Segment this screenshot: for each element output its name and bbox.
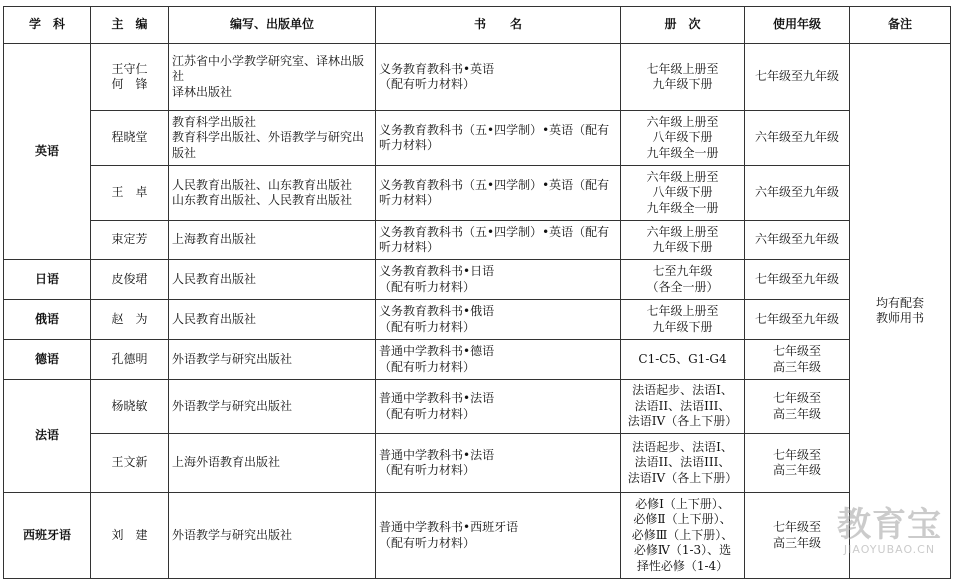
table-row: [4, 340, 951, 380]
editor-cell: 杨晓敏: [91, 380, 169, 434]
publisher-cell: 教育科学出版社 教育科学出版社、外语教学与研究出版社: [169, 111, 376, 166]
watermark-sub-text: JIAOYUBAO.CN: [843, 543, 936, 556]
table-row: [4, 434, 951, 493]
title-cell: 义务教育教科书•日语 （配有听力材料）: [376, 260, 621, 300]
remark-cell: 均有配套 教师用书: [850, 44, 951, 579]
subject-cell: 德语: [4, 340, 91, 380]
title-cell: 义务教育教科书•英语 （配有听力材料）: [376, 44, 621, 111]
publisher-cell: 人民教育出版社: [169, 260, 376, 300]
volumes-cell: 六年级上册至 九年级下册: [621, 221, 745, 260]
publisher-cell: 江苏省中小学教学研究室、译林出版社 译林出版社: [169, 44, 376, 111]
title-cell: 普通中学教科书•西班牙语 （配有听力材料）: [376, 493, 621, 579]
title-cell: 普通中学教科书•德语 （配有听力材料）: [376, 340, 621, 380]
title-cell: 普通中学教科书•法语 （配有听力材料）: [376, 380, 621, 434]
editor-cell: 刘 建: [91, 493, 169, 579]
header-remark: 备注: [850, 7, 951, 44]
table-row: [4, 493, 951, 579]
volumes-cell: 六年级上册至 八年级下册 九年级全一册: [621, 166, 745, 221]
grade-cell: 七年级至九年级: [745, 260, 850, 300]
volumes-cell: 七至九年级 （各全一册）: [621, 260, 745, 300]
title-cell: 义务教育教科书（五•四学制）•英语（配有听力材料）: [376, 166, 621, 221]
grade-cell: 七年级至 高三年级: [745, 434, 850, 493]
subject-cell: 法语: [4, 380, 91, 493]
volumes-cell: 七年级上册至 九年级下册: [621, 300, 745, 340]
publisher-cell: 人民教育出版社: [169, 300, 376, 340]
header-title: 书 名: [376, 7, 621, 44]
title-cell: 普通中学教科书•法语 （配有听力材料）: [376, 434, 621, 493]
subject-cell: 俄语: [4, 300, 91, 340]
grade-cell: 七年级至 高三年级: [745, 340, 850, 380]
subject-cell: 英语: [4, 44, 91, 260]
table-row: [4, 300, 951, 340]
publisher-cell: 人民教育出版社、山东教育出版社 山东教育出版社、人民教育出版社: [169, 166, 376, 221]
publisher-cell: 外语教学与研究出版社: [169, 340, 376, 380]
title-cell: 义务教育教科书（五•四学制）•英语（配有听力材料）: [376, 111, 621, 166]
table-row: [4, 44, 951, 111]
editor-cell: 王 卓: [91, 166, 169, 221]
editor-cell: 束定芳: [91, 221, 169, 260]
title-cell: 义务教育教科书（五•四学制）•英语（配有听力材料）: [376, 221, 621, 260]
volumes-cell: C1-C5、G1-G4: [621, 340, 745, 380]
table-row: [4, 166, 951, 221]
grade-cell: 七年级至九年级: [745, 44, 850, 111]
publisher-cell: 上海外语教育出版社: [169, 434, 376, 493]
volumes-cell: 法语起步、法语I、 法语II、法语III、 法语IV（各上下册）: [621, 434, 745, 493]
title-cell: 义务教育教科书•俄语 （配有听力材料）: [376, 300, 621, 340]
publisher-cell: 外语教学与研究出版社: [169, 380, 376, 434]
volumes-cell: 七年级上册至 九年级下册: [621, 44, 745, 111]
editor-cell: 赵 为: [91, 300, 169, 340]
grade-cell: 六年级至九年级: [745, 221, 850, 260]
volumes-cell: 六年级上册至 八年级下册 九年级全一册: [621, 111, 745, 166]
editor-cell: 孔德明: [91, 340, 169, 380]
editor-cell: 程晓堂: [91, 111, 169, 166]
editor-cell: 王文新: [91, 434, 169, 493]
grade-cell: 六年级至九年级: [745, 166, 850, 221]
table-row: [4, 260, 951, 300]
header-row: [4, 7, 951, 44]
header-volumes: 册 次: [621, 7, 745, 44]
table-row: [4, 221, 951, 260]
volumes-cell: 法语起步、法语I、 法语II、法语III、 法语IV（各上下册）: [621, 380, 745, 434]
table-row: [4, 380, 951, 434]
table-row: [4, 111, 951, 166]
grade-cell: 七年级至 高三年级: [745, 493, 850, 579]
editor-cell: 王守仁 何 锋: [91, 44, 169, 111]
subject-cell: 日语: [4, 260, 91, 300]
header-editor: 主 编: [91, 7, 169, 44]
grade-cell: 七年级至 高三年级: [745, 380, 850, 434]
textbook-table: [3, 6, 951, 579]
subject-cell: 西班牙语: [4, 493, 91, 579]
header-subject: 学 科: [4, 7, 91, 44]
volumes-cell: 必修Ⅰ（上下册）、 必修Ⅱ（上下册）、 必修Ⅲ（上下册）、 必修Ⅳ（1-3）、选 择性必修（1-4）: [621, 493, 745, 579]
publisher-cell: 上海教育出版社: [169, 221, 376, 260]
editor-cell: 皮俊珺: [91, 260, 169, 300]
header-grade: 使用年级: [745, 7, 850, 44]
watermark-main-text: 教育宝: [837, 505, 942, 545]
grade-cell: 七年级至九年级: [745, 300, 850, 340]
grade-cell: 六年级至九年级: [745, 111, 850, 166]
publisher-cell: 外语教学与研究出版社: [169, 493, 376, 579]
header-publisher: 编写、出版单位: [169, 7, 376, 44]
